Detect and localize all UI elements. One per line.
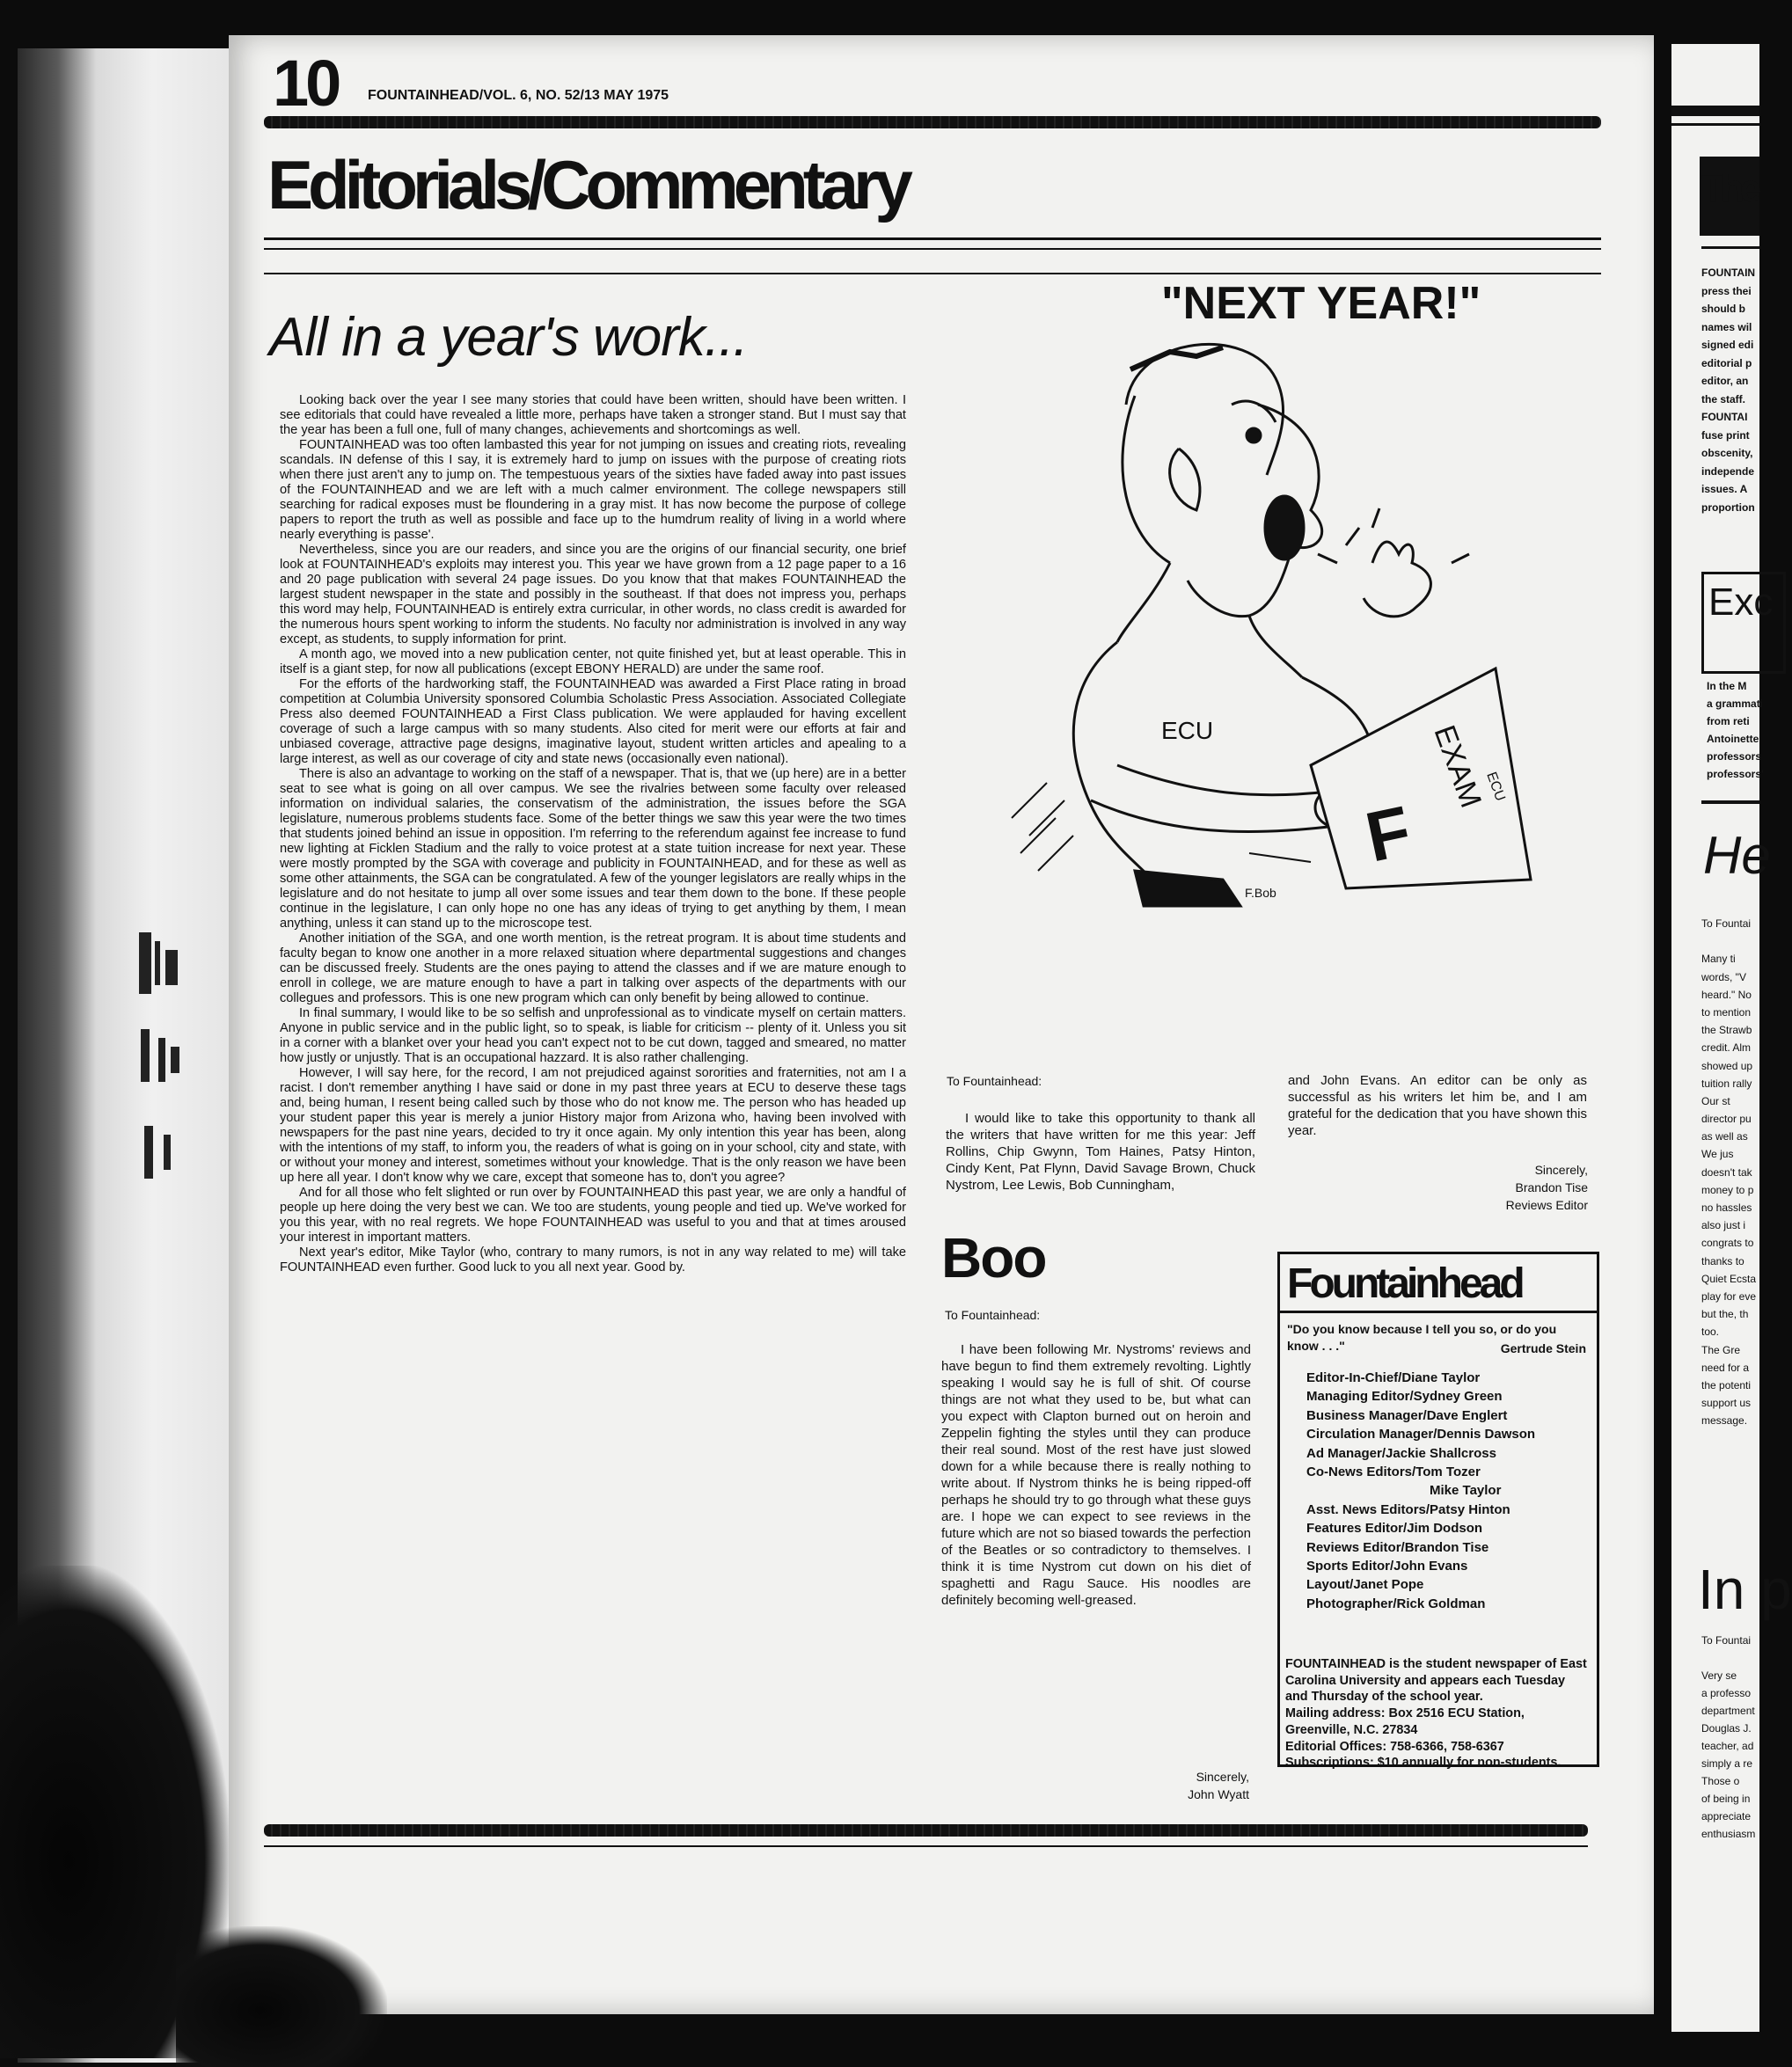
cartoon-signature: F.Bob — [1245, 886, 1276, 900]
header-wavy-rule — [264, 116, 1601, 128]
facing-page-line: no hassles — [1701, 1201, 1752, 1214]
masthead-title-rule — [1280, 1311, 1597, 1313]
facing-page-line: tuition rally — [1701, 1077, 1752, 1090]
facing-page-line — [1701, 1649, 1755, 1667]
letter1-title: Reviews Editor — [1505, 1198, 1588, 1212]
masthead-quote: "Do you know because I tell you so, or do you know . . ." — [1287, 1322, 1557, 1353]
letter2-name: John Wyatt — [1188, 1787, 1249, 1801]
editorial-paragraph: FOUNTAINHEAD was too often lambasted this year for not jumping on issues and creating riots, revealing scandals. IN defense of this I say, it is extremely hard to jump on issues with the purpose of creating riots when there just aren't any to jump on. The tempestuous years of the sixties have faded away into past issues of the FOUNTAINHEAD and we are left with a much calmer environment. The college newspapers still searching for radical exposes must be floundering in a gray mist. It has now become the purpose of college papers to report the truth as well as possible and face up to the humdrum reality of living in a world where nearly everything is passe'. — [280, 438, 906, 542]
facing-page-heading-2: He — [1703, 826, 1771, 885]
facing-page-line: director pu — [1701, 1113, 1752, 1126]
editorial-paragraph: Another initiation of the SGA, and one worth mention, is the retreat program. It is about time students and faculty began to know one another in a more relaxed situation where departmental suggestions and changes can be discussed freely. Students are the ones paying to attend the classes and if we are mature enough to enroll in college, we are mature enough to have a part in talking over aspects of the departments with our collegues and professors. This is one new program which can only benefit by being allowed to continue. — [280, 931, 906, 1005]
cartoon-grade: F — [1359, 791, 1418, 877]
facing-page-line: but the, th — [1701, 1308, 1749, 1321]
facing-page-line: editor, an — [1701, 375, 1749, 387]
facing-page-line: Many ti — [1701, 953, 1736, 966]
facing-page-line: credit. Alm — [1701, 1041, 1752, 1055]
letter2-closing: Sincerely, — [1196, 1770, 1249, 1784]
facing-page — [1671, 44, 1792, 2032]
facing-page-line: To Fountai — [1701, 917, 1752, 930]
facing-page-line: also just i — [1701, 1219, 1746, 1232]
letter2-salutation: To Fountainhead: — [945, 1308, 1041, 1322]
masthead-info-line: Mailing address: Box 2516 ECU Station, Greenville, N.C. 27834 — [1285, 1706, 1525, 1737]
editorial-paragraph: And for all those who felt slighted or run over by FOUNTAINHEAD this past year, we are only a handful of people up here doing the very best we can. We too are students, young people and tied up. We've worked for you this year, with no real regrets. We hope FOUNTAINHEAD was useful to you and that at times aroused your interest in important matters. — [280, 1186, 906, 1245]
facing-page-line: a grammati — [1707, 698, 1764, 710]
facing-page-line: professors — [1707, 750, 1762, 763]
facing-page-line: FOUNTAI — [1701, 411, 1748, 423]
masthead-staff-list — [1306, 1369, 1588, 1613]
letter1-closing: Sincerely, — [1534, 1163, 1588, 1177]
letter2-paragraph: I have been following Mr. Nystroms' reviews and have begun to find them extremely revolting. Lightly speaking I would say he is full of shit. Of course things are not what they used to be, but what can you expect with Clapton burned out on heroin and Zeppelin fighting the styles until they can produce their real sound. Most of the rest have just slowed down for a while because there is really nothing to write about. If Nystrom thinks he is being ripped-off perhaps he should try to go through what these guys are. I hope we can expect to see reviews in the future which are not so biased towards the perfection of the Beatles or so contradictory to themselves. I think it is time Nystrom cut down on his diet of spaghetti and Ragu Sauce. His noodles are definitely becoming well-greased. — [941, 1342, 1251, 1608]
staff-entry: Circulation Manager/Dennis Dawson — [1306, 1427, 1536, 1443]
facing-page-line: Very se — [1701, 1669, 1737, 1682]
facing-page-line: Antoinette — [1707, 733, 1759, 745]
facing-page-line: signed edi — [1701, 339, 1754, 351]
facing-page-line: appreciate — [1701, 1810, 1752, 1822]
letter1-paragraph-b: and John Evans. An editor can be only as successful as his writers let him be, and I am grateful for the dedication that you have shown this year. — [1288, 1073, 1587, 1138]
editorial-cartoon — [959, 273, 1627, 906]
facing-page-line: editorial p — [1701, 356, 1752, 369]
facing-page-line: proportion — [1701, 500, 1755, 514]
masthead-quote-author: Gertrude Stein — [1500, 1341, 1586, 1355]
facing-page-line: independe — [1701, 464, 1755, 478]
cartoon-exam-word: EXAM — [1427, 720, 1488, 813]
letter2-signature — [1056, 1768, 1249, 1803]
facing-page-line: professors' — [1707, 768, 1764, 780]
section-rule-1 — [264, 237, 1601, 240]
facing-page-line: issues. A — [1701, 483, 1748, 495]
letter2-body — [941, 1341, 1251, 1609]
letter1-name: Brandon Tise — [1515, 1180, 1588, 1194]
facing-page-line: from reti — [1707, 715, 1750, 727]
masthead-info-line: Editorial Offices: 758-6366, 758-6367 — [1285, 1739, 1504, 1754]
footer-wavy-rule — [264, 1824, 1588, 1837]
editorial-paragraph: A month ago, we moved into a new publication center, not quite finished yet, but at least operable. This in itself is a giant step, for now all publications (except EBONY HERALD) are under the same roof. — [280, 647, 906, 676]
letter1-signature — [1381, 1161, 1588, 1214]
facing-page-line: Quiet Ecsta — [1701, 1272, 1757, 1285]
masthead-info — [1285, 1656, 1590, 1771]
facing-page-line: Douglas J. — [1701, 1722, 1752, 1735]
facing-page-heading: The — [1701, 167, 1758, 210]
editorial-paragraph: For the efforts of the hardworking staff, the FOUNTAINHEAD was awarded a First Place rating in broad competition at Columbia University sponsored Columbia Scholastic Press Association. Associated Collegiate Press also deemed FOUNTAINHEAD a First Class publication. We were applauded for having excellent coverage of such a large campus with so many students. Also cited for merit were our efforts at fair and unbiased coverage, attractive page designs, imaginative layout, student written articles and apealing to a large interest, as well as our coverage of city and state news (occasionally even national). — [280, 677, 906, 766]
editorial-paragraph: Looking back over the year I see many stories that could have been written, should have been written. I see editorials that could have revealed a little more, perhaps have taken a stronger stand. But I must say that the year has been a full one, full of many changes, achievements and shortcomings as well. — [280, 393, 906, 437]
facing-page-line: heard." No — [1701, 988, 1752, 1001]
facing-page-line: money to p — [1701, 1183, 1754, 1196]
page-number: 10 — [273, 47, 339, 120]
editorial-paragraph: However, I will say here, for the record, I am not prejudiced against sororities and fraternities, not am I a racist. I don't remember anything I have said or done in my past three years at ECU to deserve these tags and, being human, I resent being called such by those who do not know me. The person who has headed up your student paper this year is merely a junior History major from Arizona who, having been involved with newspapers for the past nine years, decided to try it once again. My only intention this year has been, along with the intentions of my staff, to inform you, the readers of what is going on in your school, city and state, with or without your money and interest, sometimes without your knowledge. That is the only reason we have been up here all year. I don't know why we care, except that someone has to, don't you agree? — [280, 1066, 906, 1185]
facing-page-line: To Fountai — [1701, 1634, 1752, 1647]
masthead-title: Fountainhead — [1287, 1260, 1522, 1307]
facing-page-line: press thei — [1701, 284, 1752, 297]
facing-page-line: of being in — [1701, 1793, 1751, 1805]
facing-page-line: play for eve — [1701, 1289, 1757, 1303]
facing-page-line: department — [1701, 1705, 1755, 1717]
facing-page-line: the potenti — [1701, 1378, 1752, 1391]
section-title: Editorials/Commentary — [267, 146, 908, 223]
staff-entry: Mike Taylor — [1430, 1483, 1502, 1499]
facing-page-line: We jus — [1701, 1148, 1734, 1161]
facing-page-line: doesn't tak — [1701, 1165, 1752, 1179]
staff-entry: Sports Editor/John Evans — [1306, 1559, 1468, 1574]
cartoon-exam-school: ECU — [1483, 770, 1508, 804]
facing-page-line: should b — [1701, 303, 1745, 315]
facing-page-line: teacher, ad — [1701, 1740, 1754, 1752]
facing-page-line: enthusiasm — [1701, 1828, 1756, 1840]
facing-page-line: as well as — [1701, 1130, 1748, 1143]
facing-page-line: to mention — [1701, 1005, 1752, 1019]
facing-page-line: Our st — [1701, 1094, 1730, 1107]
masthead-info-line: FOUNTAINHEAD is the student newspaper of East Carolina University and appears each Tuesday and Thursday of the school year. — [1285, 1657, 1587, 1705]
cartoon-caption: "NEXT YEAR!" — [1161, 278, 1481, 329]
cartoon-shirt-label: ECU — [1161, 717, 1214, 744]
masthead-info-line: Subscriptions: $10 annually for non-students. — [1285, 1756, 1562, 1771]
facing-page-line: simply a re — [1701, 1757, 1753, 1770]
staff-entry: Reviews Editor/Brandon Tise — [1306, 1539, 1489, 1555]
facing-page-line: the staff. — [1701, 392, 1746, 405]
letter1-body-a — [946, 1110, 1255, 1194]
editorial-paragraph: In final summary, I would like to be so selfish and unprofessional as to vindicate myself on certain matters. Anyone in public service and in the public light, so to speak, is liable for criticism -- plenty of it. Unless you sit in a corner with a blanket over your head you can't expect not to be cut down, tagged and smeared, no matter how justly or unjustly. That is an occupational hazzard. It is also rather challenging. — [280, 1006, 906, 1065]
staff-entry: Business Manager/Dave Englert — [1306, 1407, 1508, 1423]
facing-page-line: a professo — [1701, 1687, 1752, 1699]
facing-page-line: congrats to — [1701, 1237, 1754, 1250]
thumb-shadow-lower — [176, 1926, 387, 2067]
facing-page-heading-3: In p — [1698, 1558, 1792, 1621]
facing-page-column-a — [1701, 264, 1755, 516]
editorial-paragraph: There is also an advantage to working on the staff of a newspaper. That is, that we (up here) are in a better seat to see what is going on all over campus. We see the rivalries between some faculty over released information on individual salaries, the conservatism of the administration, the issues before the SGA legislature, numerous problems students face. Some of the better things we saw this year were the two times that students joined behind an issue in opposition. I'm referring to the referendum against fee increase to fund new lighting at Ficklen Stadium and the rally to voice protest at a state tuition increase for next year. These were mostly prompted by the SGA with coverage and publicity in FOUNTAINHEAD, and for these as well as some other attainments, the SGA can be congratulated. A few of the younger legislators are really whips in the legislature and do not hesitate to jump all over some issues and tear them down to the bone. If these people continue in the legislature, I can only hope no one has any ideas of trying to get anything by them, I mean anything, unless it can stand up to the microscope test. — [280, 767, 906, 931]
staff-entry: Co-News Editors/Tom Tozer — [1306, 1464, 1481, 1480]
facing-page-line: Those o — [1701, 1775, 1740, 1787]
facing-page-line: support us — [1701, 1397, 1752, 1410]
facing-page-line: too. — [1701, 1326, 1720, 1339]
facing-page-column-c — [1701, 915, 1756, 1429]
facing-page-line: The Gre — [1701, 1343, 1741, 1356]
facing-page-box-heading: Exc — [1708, 581, 1774, 624]
binding-stamp — [132, 924, 194, 1205]
facing-page-line: the Strawb — [1701, 1024, 1752, 1037]
folio-line: FOUNTAINHEAD/VOL. 6, NO. 52/13 MAY 1975 — [368, 88, 669, 103]
letter1-salutation: To Fountainhead: — [947, 1074, 1042, 1088]
facing-page-line: In the M — [1707, 680, 1747, 692]
facing-page-line: names wil — [1701, 320, 1752, 333]
facing-page-line: message. — [1701, 1414, 1748, 1428]
facing-page-line: need for a — [1701, 1361, 1750, 1374]
masthead-box — [1277, 1252, 1599, 1771]
editorial-paragraph: Nevertheless, since you are our readers, and since you are the origins of our financial security, one brief look at FOUNTAINHEAD's exploits may interest you. This year we have grown from a 12 page paper to a 16 and 20 page publication with several 24 page issues. Do you know that that makes FOUNTAINHEAD the largest student newspaper in the state and possibly in the southeast. If that does not impress you, perhaps this word may help, FOUNTAINHEAD is entirely extra curricular, in other words, no class credit is awarded for the numerous hours spent working to inform the students. No faculty nor administration is involved in any way except, as students, to supply information for print. — [280, 543, 906, 646]
facing-page-line: fuse print — [1701, 428, 1750, 442]
staff-entry: Photographer/Rick Goldman — [1306, 1596, 1486, 1611]
staff-entry: Ad Manager/Jackie Shallcross — [1306, 1445, 1496, 1461]
facing-page-line: thanks to — [1701, 1254, 1744, 1267]
editorial-paragraph: Next year's editor, Mike Taylor (who, contrary to many rumors, is not in any way related to me) will take FOUNTAINHEAD even further. Good luck to you all next year. Good by. — [280, 1245, 906, 1275]
facing-page-line: words, "V — [1701, 970, 1746, 983]
letter1-paragraph-a: I would like to take this opportunity to thank all the writers that have written for me this year: Jeff Rollins, Chip Gwynn, Tom Haines, Patsy Hinton, Cindy Kent, Pat Flynn, David Savage Brown, Chuck Nystrom, Lee Lewis, Bob Cunningham, — [946, 1111, 1255, 1193]
facing-page-column-d — [1701, 1632, 1755, 1843]
staff-entry: Editor-In-Chief/Diane Taylor — [1306, 1370, 1481, 1385]
staff-entry: Asst. News Editors/Patsy Hinton — [1306, 1501, 1510, 1517]
staff-entry: Layout/Janet Pope — [1306, 1577, 1424, 1593]
letter1-body-b — [1288, 1072, 1587, 1139]
staff-entry: Features Editor/Jim Dodson — [1306, 1521, 1483, 1537]
section-rule-2 — [264, 248, 1601, 250]
editorial-headline: All in a year's work... — [269, 307, 748, 368]
footer-rule — [264, 1845, 1588, 1847]
facing-page-line: obscenity, — [1701, 447, 1753, 459]
facing-page-line: FOUNTAIN — [1701, 267, 1756, 279]
facing-page-line: showed up — [1701, 1059, 1753, 1072]
facing-page-line — [1701, 932, 1756, 950]
editorial-body — [280, 393, 906, 1275]
letter2-headline: Boo — [941, 1226, 1046, 1289]
staff-entry: Managing Editor/Sydney Green — [1306, 1389, 1503, 1405]
facing-page-column-b — [1707, 677, 1764, 783]
